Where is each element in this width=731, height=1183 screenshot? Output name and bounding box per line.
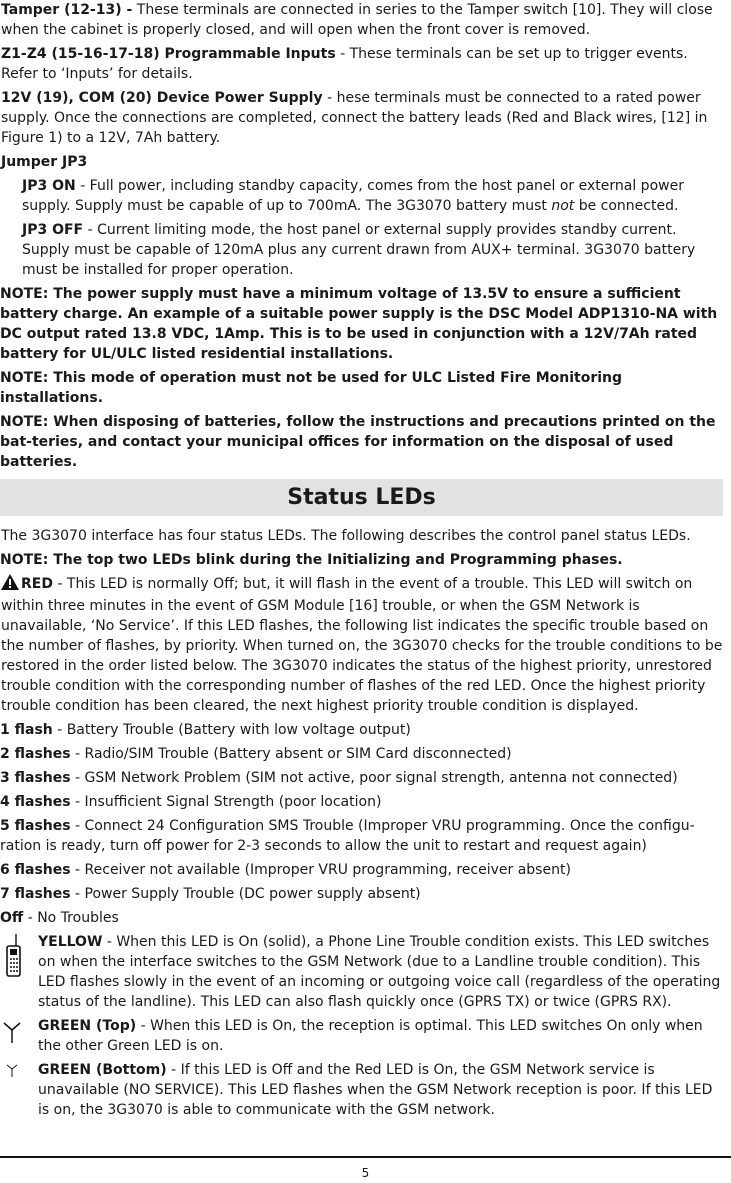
list-item: 3 flashes - GSM Network Problem (SIM not active, poor signal strength, antenna not connected)	[0, 770, 678, 786]
list-item: 6 flashes - Receiver not available (Improper VRU programming, receiver absent)	[0, 862, 571, 878]
list-item: 1 flash - Battery Trouble (Battery with low voltage output)	[0, 722, 411, 738]
list-item: Off - No Troubles	[0, 910, 119, 926]
list-item: 5 flashes - Connect 24 Configuration SMS Trouble (Improper VRU programming. Once the configu-ration is ready, turn off power for 2-3 seconds to allow the unit to restart and request again)	[0, 818, 695, 854]
note-ulc-fire: NOTE: This mode of operation must not be used for ULC Listed Fire Monitoring installations.	[0, 370, 623, 406]
warning-triangle-icon	[1, 574, 19, 596]
yellow-led-text: YELLOW - When this LED is On (solid), a Phone Line Trouble condition exists. This LED switches on when the interface switches to the GSM Network (due to a Landline trouble condition). This LED flashes slowly in the event of an incoming or outgoing voice call (regardless of the operating status of the landline). This LED can also flash quickly once (GPRS TX) or twice (GPRS RX).	[38, 934, 721, 1010]
green-top-led-text: GREEN (Top) - When this LED is On, the reception is optimal. This LED switches On only when the other Green LED is on.	[38, 1018, 703, 1054]
footer-rule	[0, 1156, 731, 1158]
green-bottom-led-text: GREEN (Bottom) - If this LED is Off and the Red LED is On, the GSM Network service is unavailable (NO SERVICE). This LED flashes when the GSM Network reception is poor. If this LED is on, the 3G3070 is able to communicate with the GSM network.	[38, 1062, 713, 1118]
status-intro: The 3G3070 interface has four status LEDs. The following describes the control panel status LEDs.	[1, 528, 691, 544]
list-item: 2 flashes - Radio/SIM Trouble (Battery absent or SIM Card disconnected)	[0, 746, 512, 762]
note-power-supply: NOTE: The power supply must have a minimum voltage of 13.5V to ensure a sufficient battery charge. An example of a suitable power supply is the DSC Model ADP1310-NA with DC output rated 13.8 VDC, 1Amp. This is to be used in conjunction with a 12V/7Ah rated battery for UL/ULC listed residential installations.	[0, 286, 718, 362]
note-battery-disposal: NOTE: When disposing of batteries, follow the instructions and precautions printed on the bat-teries, and contact your municipal offices for information on the disposal of used batteries.	[0, 414, 716, 470]
zones-paragraph: Z1-Z4 (15-16-17-18) Programmable Inputs - These terminals can be set up to trigger events. Refer to ‘Inputs’ for details.	[1, 46, 688, 82]
status-note: NOTE: The top two LEDs blink during the Initializing and Programming phases.	[0, 552, 623, 568]
jumper-title: Jumper JP3	[1, 154, 88, 170]
antenna-large-icon	[0, 1016, 38, 1056]
green-top-led-row	[0, 1016, 731, 1056]
tamper-paragraph: Tamper (12-13) - These terminals are connected in series to the Tamper switch [10]. They will close when the cabinet is properly closed, and will open when the front cover is removed.	[1, 2, 713, 38]
green-bottom-led-row	[0, 1060, 731, 1120]
jp3-off-paragraph: JP3 OFF - Current limiting mode, the host panel or external supply provides standby current. Supply must be capable of 120mA plus any current drawn from AUX+ terminal. 3G3070 battery must be installed for proper operation.	[22, 222, 696, 278]
flash-list	[0, 720, 731, 928]
power-paragraph: 12V (19), COM (20) Device Power Supply - hese terminals must be connected to a rated power supply. Once the connections are completed, connect the battery leads (Red and Black wires, [12] in Figure 1) to a 12V, 7Ah battery.	[1, 90, 708, 146]
yellow-led-row	[0, 932, 731, 1012]
section-heading-band	[0, 479, 723, 516]
jp3-on-paragraph: JP3 ON - Full power, including standby capacity, comes from the host panel or external power supply. Supply must be capable of up to 700mA. The 3G3070 battery must not be connected.	[22, 178, 684, 214]
list-item: 7 flashes - Power Supply Trouble (DC power supply absent)	[0, 886, 421, 902]
red-led-paragraph: RED - This LED is normally Off; but, it will flash in the event of a trouble. This LED will switch on within three minutes in the event of GSM Module [16] trouble, or when the GSM Network is unavailable, ‘No Service’. If this LED flashes, the following list indicates the specific trouble based on the number of flashes, by priority. When turned on, the 3G3070 checks for the trouble conditions to be restored in the order listed below. The 3G3070 indicates the status of the highest priority, unrestored trouble condition with the corresponding number of flashes of the red LED. Once the highest priority trouble condition has been cleared, the next highest priority trouble condition is displayed.	[1, 576, 723, 714]
section-heading: Status LEDs	[287, 484, 436, 510]
antenna-small-icon	[0, 1060, 38, 1120]
page-number: 5	[361, 1166, 370, 1180]
list-item: 4 flashes - Insufficient Signal Strength (poor location)	[0, 794, 382, 810]
phone-icon	[0, 932, 38, 1012]
